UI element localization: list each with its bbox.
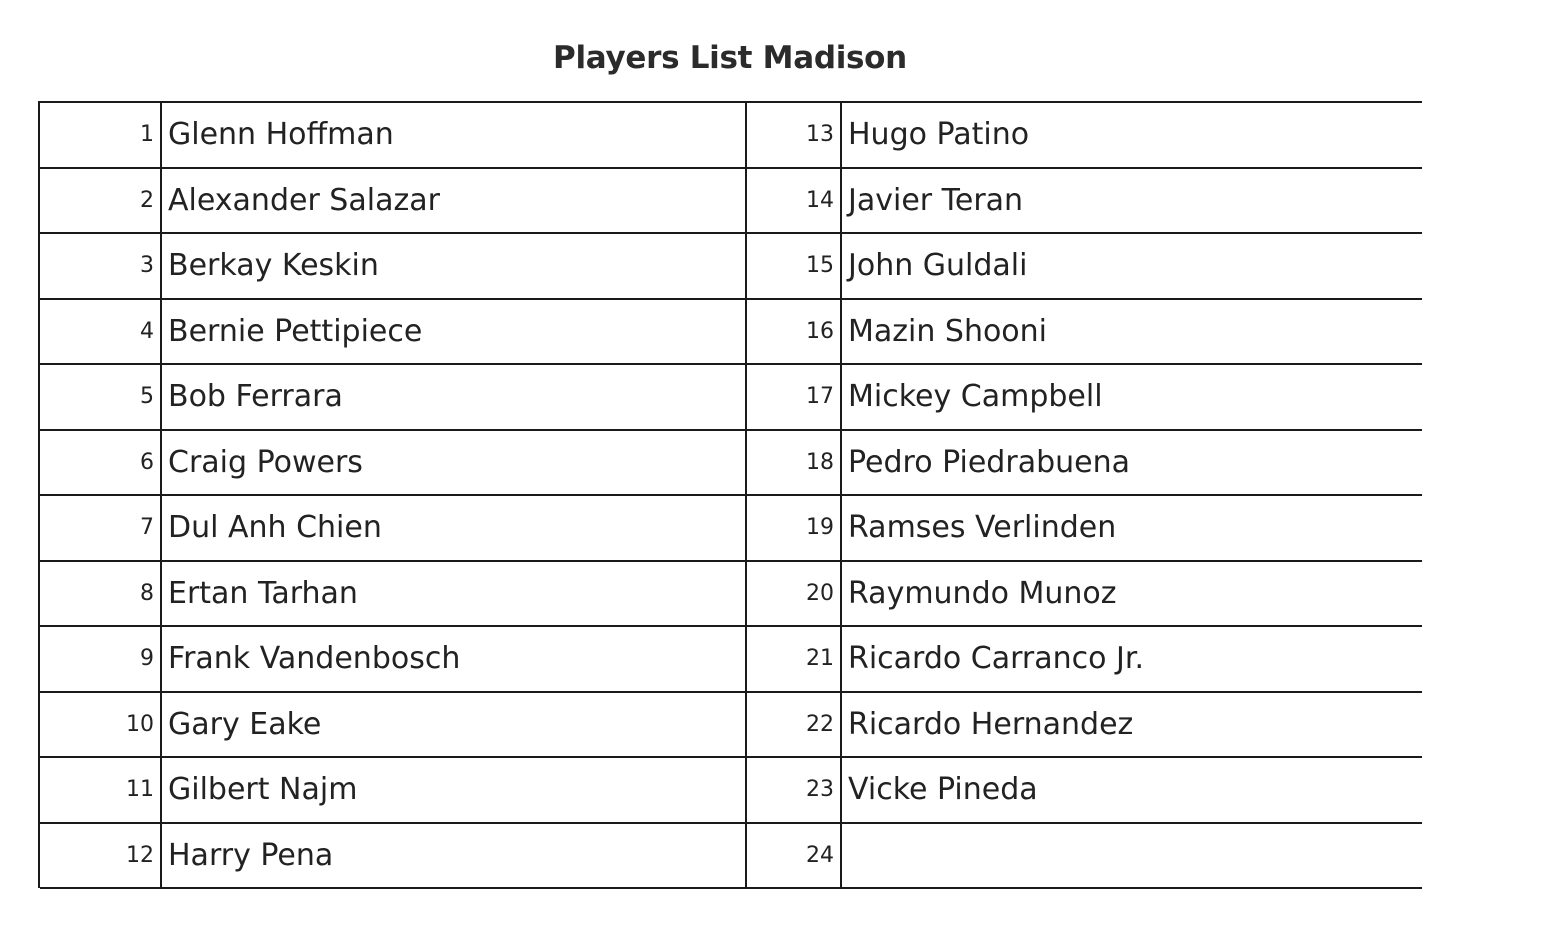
player-name: Craig Powers [160, 431, 745, 495]
page-title: Players List Madison [553, 40, 907, 76]
players-table [38, 101, 1422, 888]
player-number: 24 [745, 824, 840, 888]
player-number: 19 [745, 496, 840, 560]
player-number: 10 [126, 711, 154, 737]
table-row [40, 496, 1422, 562]
player-number: 16 [745, 300, 840, 364]
player-name: Javier Teran [840, 169, 1422, 233]
player-number: 20 [745, 562, 840, 626]
table-row [40, 103, 1422, 169]
player-name: Ricardo Carranco Jr. [840, 627, 1422, 691]
player-name: Vicke Pineda [840, 758, 1422, 822]
player-name: Gilbert Najm [160, 758, 745, 822]
player-name: Bernie Pettipiece [160, 300, 745, 364]
player-name: Pedro Piedrabuena [840, 431, 1422, 495]
player-number: 1 [140, 122, 154, 148]
player-number: 3 [140, 253, 154, 279]
player-name: Dul Anh Chien [160, 496, 745, 560]
player-number: 8 [140, 580, 154, 606]
player-name: Harry Pena [160, 824, 745, 888]
player-name: Glenn Hoffman [160, 103, 745, 167]
table-row [40, 431, 1422, 497]
table-row [40, 562, 1422, 628]
player-number: 23 [745, 758, 840, 822]
player-name: Mickey Campbell [840, 365, 1422, 429]
table-row [40, 693, 1422, 759]
player-name: Alexander Salazar [160, 169, 745, 233]
player-name: John Guldali [840, 234, 1422, 298]
player-number: 22 [745, 693, 840, 757]
table-row [40, 234, 1422, 300]
table-row [40, 824, 1422, 890]
table-row [40, 365, 1422, 431]
player-name [840, 824, 1422, 888]
player-name: Raymundo Munoz [840, 562, 1422, 626]
player-name: Berkay Keskin [160, 234, 745, 298]
player-number: 13 [745, 103, 840, 167]
player-name: Ramses Verlinden [840, 496, 1422, 560]
player-number: 17 [745, 365, 840, 429]
player-number: 15 [745, 234, 840, 298]
player-number: 11 [126, 777, 154, 803]
player-number: 14 [745, 169, 840, 233]
player-number: 7 [140, 515, 154, 541]
player-number: 18 [745, 431, 840, 495]
player-number: 2 [140, 187, 154, 213]
player-name: Gary Eake [160, 693, 745, 757]
player-number: 5 [140, 384, 154, 410]
player-name: Hugo Patino [840, 103, 1422, 167]
player-name: Bob Ferrara [160, 365, 745, 429]
player-number: 12 [126, 842, 154, 868]
player-number: 6 [140, 449, 154, 475]
player-name: Ertan Tarhan [160, 562, 745, 626]
table-row [40, 758, 1422, 824]
player-number: 4 [140, 318, 154, 344]
player-number: 9 [140, 646, 154, 672]
player-name: Frank Vandenbosch [160, 627, 745, 691]
player-name: Mazin Shooni [840, 300, 1422, 364]
player-number: 21 [745, 627, 840, 691]
table-row [40, 300, 1422, 366]
table-row [40, 627, 1422, 693]
table-row [40, 169, 1422, 235]
player-name: Ricardo Hernandez [840, 693, 1422, 757]
